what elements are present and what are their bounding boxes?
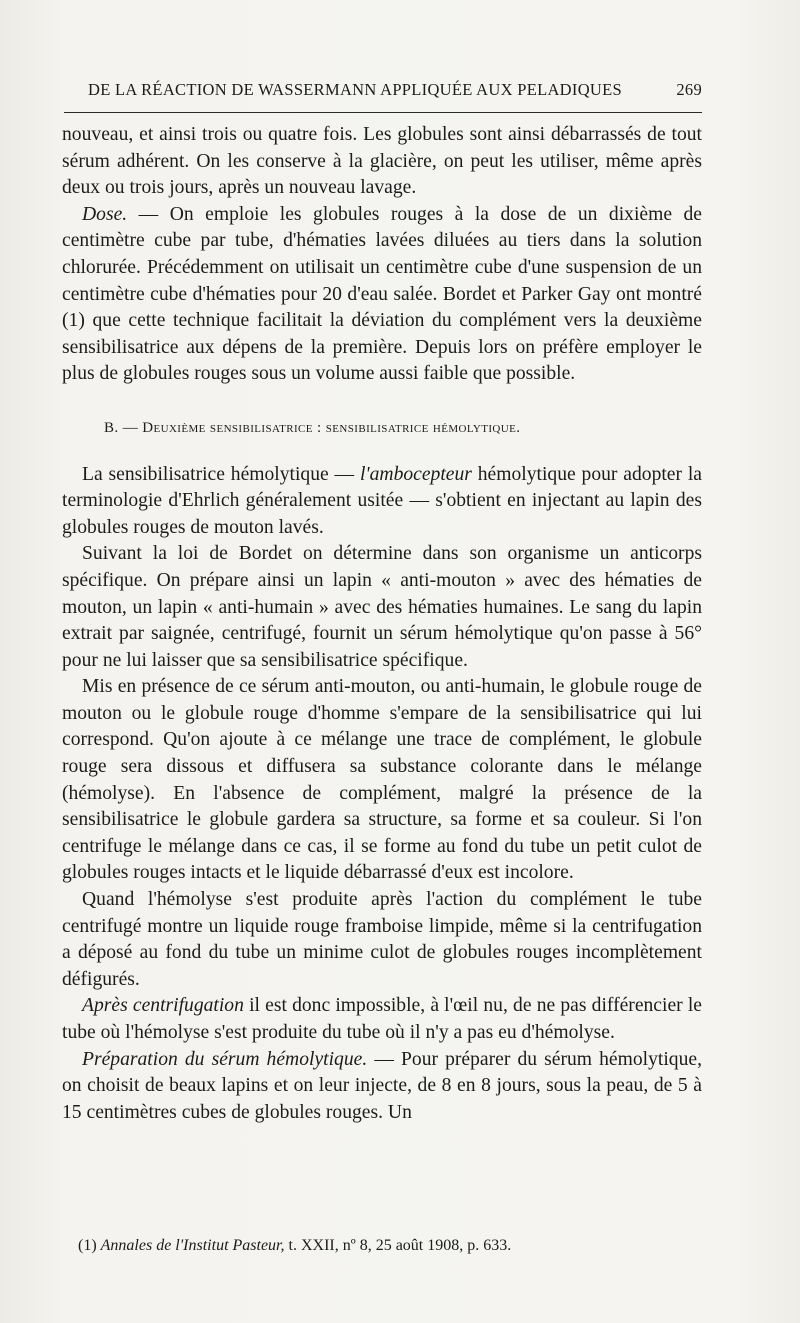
footnote bbox=[78, 1237, 511, 1255]
running-title: DE LA RÉACTION DE WASSERMANN APPLIQUÉE AUX PELADIQUES bbox=[88, 80, 622, 99]
paragraph: Mis en présence de ce sérum anti-mouton, ou anti-humain, le globule rouge de mouton ou le globule rouge d'homme s'empare de la sensibilisatrice qui lui correspond. Qu'on ajoute à ce mélange une trace de complément, le globule rouge sera dissous et diffusera sa substance colorante dans le mélange (hémolyse). En l'absence de complément, malgré la présence de la sensibilisatrice le globule gardera sa structure, sa forme et sa couleur. Si l'on centrifuge le mélange dans ce cas, il se forme au fond du tube un petit culot de globules rouges intacts et le liquide débarrassé d'eux est incolore. bbox=[62, 676, 702, 884]
run-in-heading: Préparation du sérum hémolytique. bbox=[82, 1048, 368, 1070]
footnote-source: Annales de l'Institut Pasteur, bbox=[100, 1237, 285, 1254]
run-in-heading: Dose. bbox=[82, 203, 128, 225]
header-rule bbox=[64, 112, 702, 113]
paragraph: Préparation du sérum hémolytique. — Pour préparer du sérum hémolytique, on choisit de beaux lapins et on leur injecte, de 8 en 8 jours, sous la peau, de 5 à 15 centimètres cubes de globules rouges. Un bbox=[62, 1048, 702, 1123]
page-number: 269 bbox=[676, 80, 702, 99]
footnote-marker: (1) bbox=[78, 1237, 101, 1254]
paragraph: Après centrifugation il est donc impossible, à l'œil nu, de ne pas différencier le tube où l'hémolyse s'est produite du tube où il n'y a pas eu d'hémolyse. bbox=[62, 995, 702, 1043]
paragraph: La sensibilisatrice hémolytique — l'ambocepteur hémolytique pour adopter la terminologie d'Ehrlich généralement usitée — s'obtient en injectant au lapin des globules rouges de mouton lavés. bbox=[62, 463, 703, 538]
paragraph: Quand l'hémolyse s'est produite après l'action du complément le tube centrifugé montre un liquide rouge framboise limpide, même si la centrifugation a déposé au fond du tube un minime culot de globules rouges incomplètement défigurés. bbox=[62, 889, 702, 990]
body-text bbox=[62, 122, 702, 1126]
running-head bbox=[88, 80, 702, 100]
section-heading bbox=[62, 415, 702, 442]
footnote-details: t. XXII, nº 8, 25 août 1908, p. 633. bbox=[284, 1237, 512, 1254]
paragraph: Suivant la loi de Bordet on détermine dans son organisme un anticorps spécifique. On prépare ainsi un lapin « anti-mouton » avec des hématies de mouton, un lapin « anti-humain » avec des hématies humaines. Le sang du lapin extrait par saignée, centrifugé, fournit un sérum hémolytique qu'on passe à 56° pour ne lui laisser que sa sensibilisatrice spécifique. bbox=[62, 543, 702, 671]
paragraph: Dose. — On emploie les globules rouges à la dose de un dixième de centimètre cube par tube, d'hématies lavées diluées au tiers dans la solution chlorurée. Précédemment on utilisait un centimètre cube d'une suspension de un centimètre cube d'hématies pour 20 d'eau salée. Bordet et Parker Gay ont montré (1) que cette technique facilitait la déviation du complément vers la deuxième sensibilisatrice aux dépens de la première. Depuis lors on préfère employer le plus de globules rouges sous un volume aussi faible que possible. bbox=[62, 203, 702, 385]
section-letter: B. — bbox=[104, 419, 143, 436]
paragraph: nouveau, et ainsi trois ou quatre fois. Les globules sont ainsi débarrassés de tout sérum adhérent. On les conserve à la glacière, on peut les utiliser, même après deux ou trois jours, après un nouveau lavage. bbox=[62, 124, 702, 199]
section-title: Deuxième sensibilisatrice : sensibilisatrice hémolytique. bbox=[142, 419, 521, 436]
run-in-heading: Après centrifugation bbox=[82, 995, 244, 1017]
